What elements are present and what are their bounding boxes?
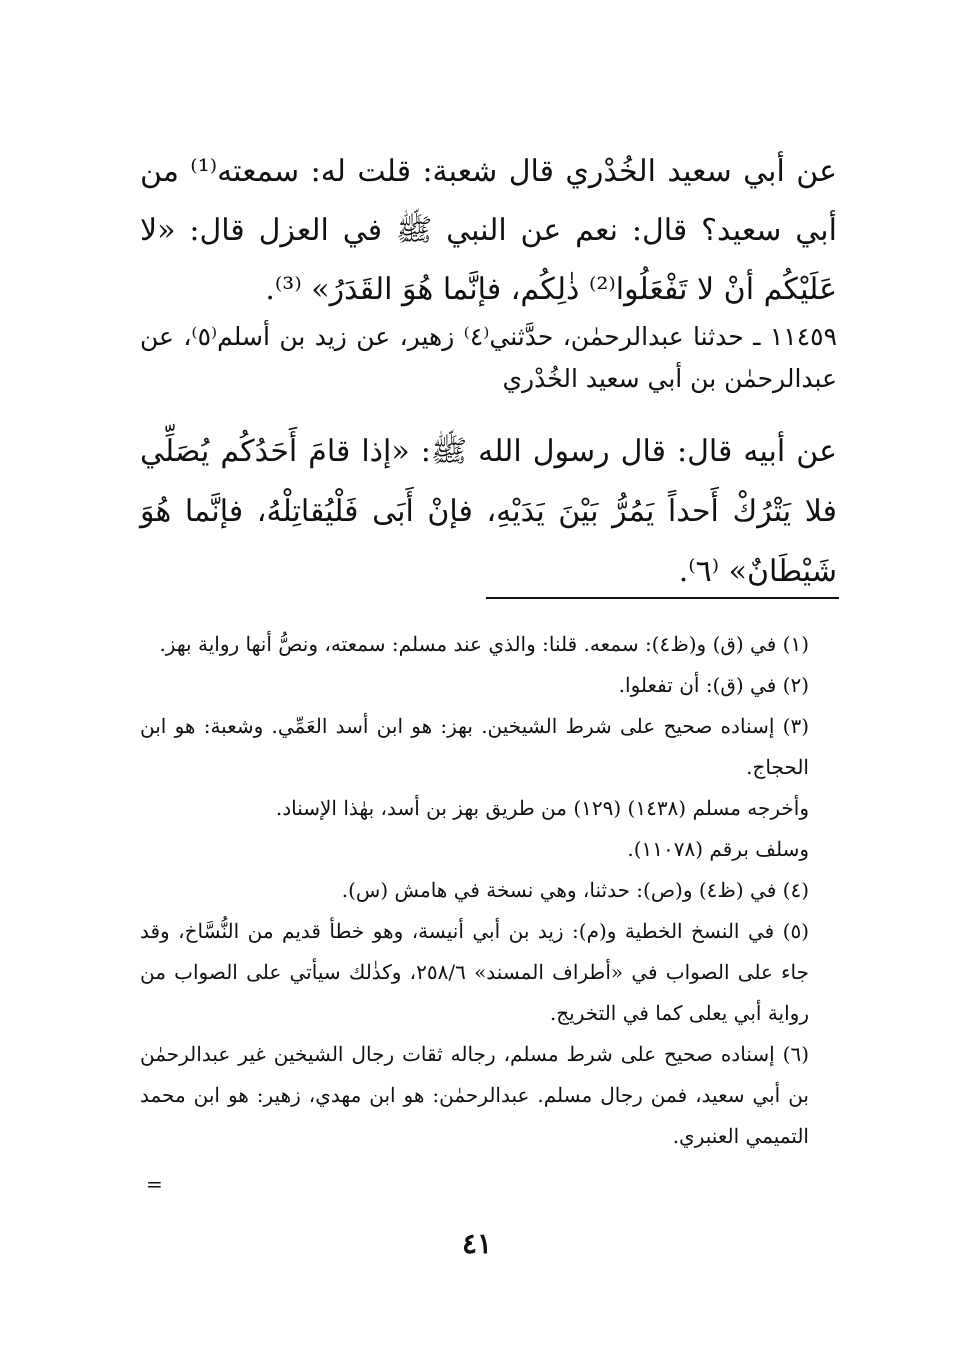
page-number: ٤١	[461, 1227, 493, 1260]
footnote-4: (٤) في (ظ٤) و(ص): حدثنا، وهي نسخة في هامش (س).	[341, 878, 809, 902]
footnote-5: (٥) في النسخ الخطية و(م): زيد بن أبي أنيسة، وهو خطأ قديم من النُّسَّاخ، وقد جاء على الصواب في «أطراف المسند» ٢٥٨/٦، وكذٰلك سيأتي على الصواب من رواية أبي يعلى كما في التخريج.	[140, 919, 810, 1025]
hadith-11459-paragraph: ١١٤٥٩ ـ حدثنا عبدالرحمٰن، حدَّثني⁽٤⁾ زهير، عن زيد بن أسلم⁽٥⁾، عن عبدالرحمٰن بن أبي سعيد الخُدْري	[140, 322, 838, 393]
footnotes	[140, 624, 837, 1157]
footnote-2: (٢) في (ق): أن تفعلوا.	[618, 673, 809, 697]
continuation-mark: =	[146, 1172, 163, 1196]
footnote-3: (٣) إسناده صحيح على شرط الشيخين. بهز: هو ابن أسد العَمِّي. وشعبة: هو ابن الحجاج.	[140, 714, 809, 779]
footnote-3-continued-2: وسلف برقم (١١٠٧٨).	[627, 837, 809, 861]
footnote-6: (٦) إسناده صحيح على شرط مسلم، رجاله ثقات رجال الشيخين غير عبدالرحمٰن بن أبي سعيد، فمن رجال مسلم. عبدالرحمٰن: هو ابن مهدي، زهير: هو ابن محمد التميمي العنبري.	[140, 1042, 809, 1148]
main-paragraph-3: عن أبيه قال: قال رسول الله ﷺ: «إذا قامَ أَحَدُكُم يُصَلِّي فلا يَتْرُكْ أَحداً يَمُرُّ بَيْنَ يَدَيْهِ، فإنْ أَبَى فَلْيُقاتِلْهُ، فإنَّما هُوَ شَيْطَانٌ» ⁽٦⁾.	[140, 434, 837, 589]
main-paragraph-1: عن أبي سعيد الخُدْري قال شعبة: قلت له: سمعته⁽¹⁾ من أبي سعيد؟ قال: نعم عن النبي ﷺ في العزل قال: «لا عَلَيْكُم أنْ لا تَفْعَلُوا⁽²⁾ ذٰلِكُم، فإنَّما هُوَ القَدَرُ» ⁽³⁾.	[140, 154, 837, 307]
footnote-divider	[486, 597, 839, 599]
footnote-1: (١) في (ق) و(ظ٤): سمعه. قلنا: والذي عند مسلم: سمعته، ونصُّ أنها رواية بهز.	[159, 632, 809, 656]
footnote-3-continued: وأخرجه مسلم (١٤٣٨) (١٢٩) من طريق بهز بن أسد، بهٰذا الإسناد.	[275, 796, 809, 820]
